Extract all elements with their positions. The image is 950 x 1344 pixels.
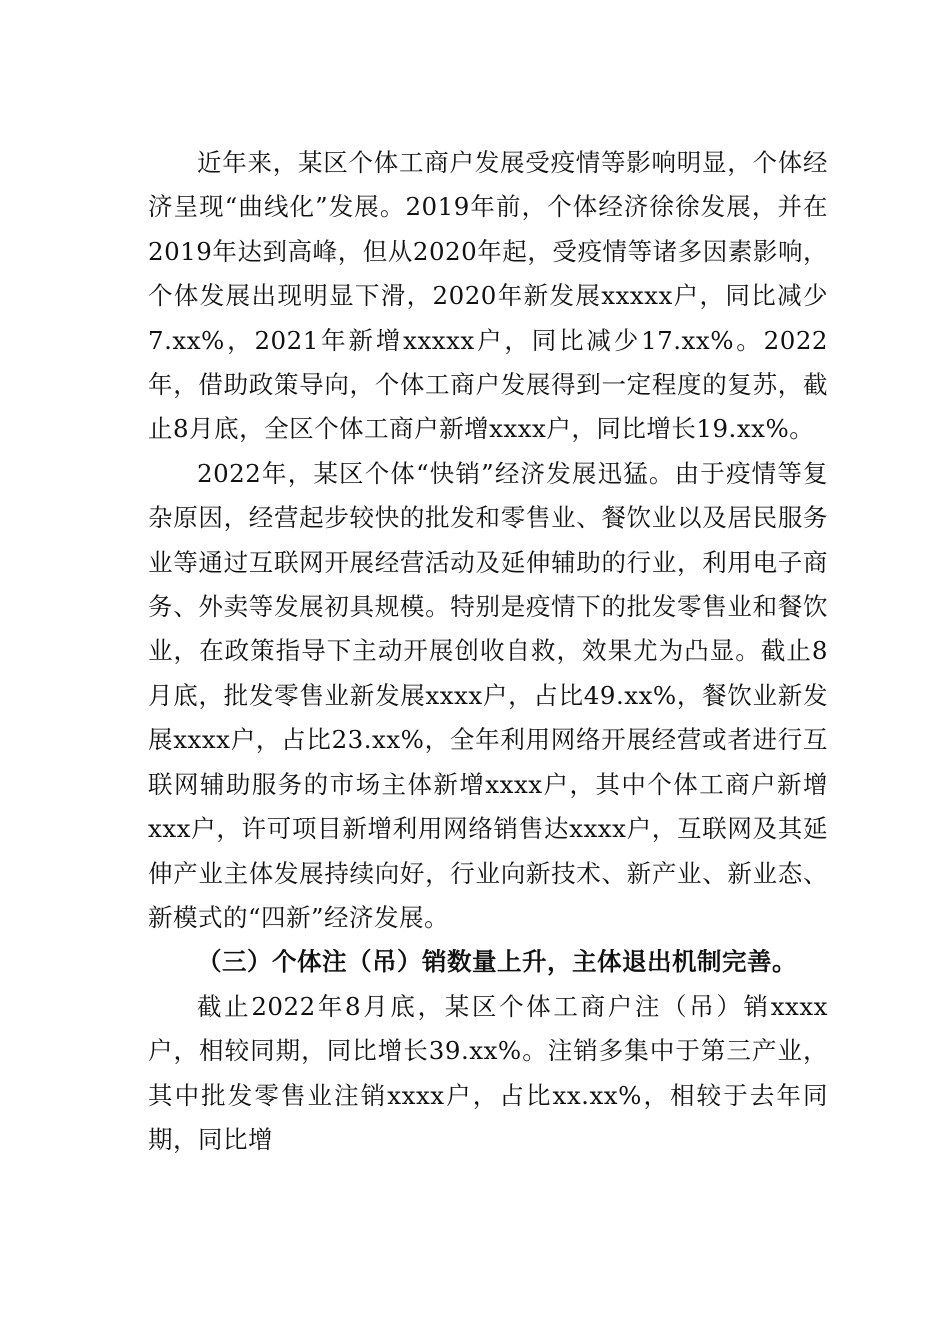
section-heading: （三）个体注（吊）销数量上升，主体退出机制完善。: [197, 947, 797, 977]
body-paragraph-3: 截止2022年8月底，某区个体工商户注（吊）销xxxx户，相较同期，同比增长39.xx%。注销多集中于第三产业，其中批发零售业注销xxxx户，占比xx.xx%，相较于去年同期，同比增: [148, 991, 828, 1154]
body-paragraph-2: 2022年，某区个体“快销”经济发展迅猛。由于疫情等复杂原因，经营起步较快的批发和零售业、餐饮业以及居民服务业等通过互联网开展经营活动及延伸辅助的行业，利用电子商务、外卖等发展初具规模。特别是疫情下的批发零售业和餐饮业，在政策指导下主动开展创收自救，效果尤为凸显。截止8月底，批发零售业新发展xxxx户，占比49.xx%，餐饮业新发展xxxx户，占比23.xx%，全年利用网络开展经营或者进行互联网辅助服务的市场主体新增xxxx户，其中个体工商户新增xxx户，许可项目新增利用网络销售达xxxx户，互联网及其延伸产业主体发展持续向好，行业向新技术、新产业、新业态、新模式的“四新”经济发展。: [148, 458, 828, 932]
document-page: [148, 141, 828, 1162]
body-paragraph-1: 近年来，某区个体工商户发展受疫情等影响明显，个体经济呈现“曲线化”发展。2019年前，个体经济徐徐发展，并在2019年达到高峰，但从2020年起，受疫情等诸多因素影响，个体发展出现明显下滑，2020年新发展xxxxx户，同比减少7.xx%，2021年新增xxxxx户，同比减少17.xx%。2022年，借助政策导向，个体工商户发展得到一定程度的复苏，截止8月底，全区个体工商户新增xxxx户，同比增长19.xx%。: [148, 148, 828, 444]
